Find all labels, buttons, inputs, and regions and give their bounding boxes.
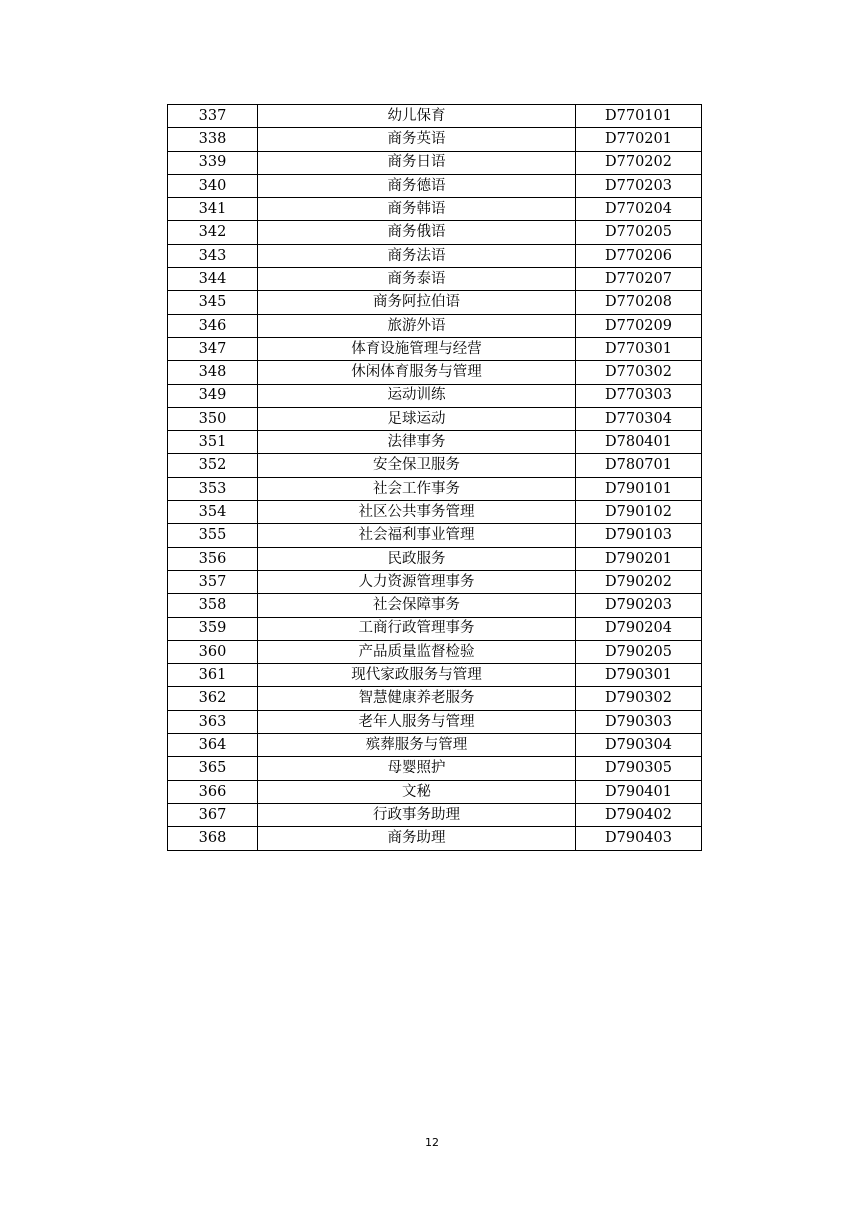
row-number-cell: 354 — [168, 501, 258, 524]
program-name-cell: 法律事务 — [258, 431, 576, 454]
row-number-cell: 344 — [168, 268, 258, 291]
table-row — [168, 710, 702, 733]
program-code-cell: D790201 — [576, 547, 702, 570]
table-row — [168, 594, 702, 617]
program-code-cell: D790103 — [576, 524, 702, 547]
table-body — [168, 105, 702, 851]
program-name-cell: 老年人服务与管理 — [258, 710, 576, 733]
program-name-cell: 殡葬服务与管理 — [258, 734, 576, 757]
table-row — [168, 734, 702, 757]
row-number-cell: 362 — [168, 687, 258, 710]
program-name-cell: 安全保卫服务 — [258, 454, 576, 477]
program-name-cell: 智慧健康养老服务 — [258, 687, 576, 710]
program-code-cell: D780401 — [576, 431, 702, 454]
row-number-cell: 345 — [168, 291, 258, 314]
program-code-cell: D790204 — [576, 617, 702, 640]
table-row — [168, 431, 702, 454]
row-number-cell: 358 — [168, 594, 258, 617]
table-row — [168, 757, 702, 780]
program-name-cell: 旅游外语 — [258, 314, 576, 337]
table-row — [168, 570, 702, 593]
row-number-cell: 338 — [168, 128, 258, 151]
row-number-cell: 352 — [168, 454, 258, 477]
program-code-cell: D790101 — [576, 477, 702, 500]
program-code-cell: D790205 — [576, 640, 702, 663]
table-row — [168, 244, 702, 267]
program-code-cell: D770301 — [576, 337, 702, 360]
program-name-cell: 休闲体育服务与管理 — [258, 361, 576, 384]
program-name-cell: 商务助理 — [258, 827, 576, 850]
row-number-cell: 351 — [168, 431, 258, 454]
program-code-cell: D770202 — [576, 151, 702, 174]
table-row — [168, 501, 702, 524]
table-row — [168, 524, 702, 547]
table-row — [168, 780, 702, 803]
program-name-cell: 商务阿拉伯语 — [258, 291, 576, 314]
table-row — [168, 291, 702, 314]
program-name-cell: 运动训练 — [258, 384, 576, 407]
program-name-cell: 社会福利事业管理 — [258, 524, 576, 547]
program-code-cell: D790102 — [576, 501, 702, 524]
table-row — [168, 384, 702, 407]
table-row — [168, 151, 702, 174]
row-number-cell: 349 — [168, 384, 258, 407]
row-number-cell: 357 — [168, 570, 258, 593]
row-number-cell: 363 — [168, 710, 258, 733]
program-code-cell: D770203 — [576, 174, 702, 197]
program-code-cell: D770208 — [576, 291, 702, 314]
program-name-cell: 文秘 — [258, 780, 576, 803]
program-code-cell: D770201 — [576, 128, 702, 151]
row-number-cell: 353 — [168, 477, 258, 500]
program-name-cell: 社会保障事务 — [258, 594, 576, 617]
program-code-cell: D790202 — [576, 570, 702, 593]
row-number-cell: 361 — [168, 664, 258, 687]
table-row — [168, 221, 702, 244]
program-name-cell: 现代家政服务与管理 — [258, 664, 576, 687]
row-number-cell: 365 — [168, 757, 258, 780]
table-row — [168, 174, 702, 197]
program-name-cell: 母婴照护 — [258, 757, 576, 780]
row-number-cell: 337 — [168, 105, 258, 128]
page-number: 12 — [425, 1136, 439, 1149]
program-code-cell: D770101 — [576, 105, 702, 128]
table-row — [168, 664, 702, 687]
program-name-cell: 社会工作事务 — [258, 477, 576, 500]
table-row — [168, 687, 702, 710]
row-number-cell: 339 — [168, 151, 258, 174]
program-name-cell: 产品质量监督检验 — [258, 640, 576, 663]
program-name-cell: 商务德语 — [258, 174, 576, 197]
program-code-cell: D770209 — [576, 314, 702, 337]
program-name-cell: 商务韩语 — [258, 198, 576, 221]
program-name-cell: 商务英语 — [258, 128, 576, 151]
program-code-cell: D790403 — [576, 827, 702, 850]
row-number-cell: 367 — [168, 803, 258, 826]
row-number-cell: 347 — [168, 337, 258, 360]
program-code-cell: D770207 — [576, 268, 702, 291]
program-name-cell: 行政事务助理 — [258, 803, 576, 826]
program-code-cell: D790203 — [576, 594, 702, 617]
program-name-cell: 社区公共事务管理 — [258, 501, 576, 524]
row-number-cell: 341 — [168, 198, 258, 221]
table-row — [168, 547, 702, 570]
program-code-cell: D790304 — [576, 734, 702, 757]
table-row — [168, 827, 702, 850]
program-code-cell: D770302 — [576, 361, 702, 384]
program-code-cell: D790401 — [576, 780, 702, 803]
table-row — [168, 128, 702, 151]
program-name-cell: 体育设施管理与经营 — [258, 337, 576, 360]
program-name-cell: 商务日语 — [258, 151, 576, 174]
table-row — [168, 803, 702, 826]
program-code-cell: D780701 — [576, 454, 702, 477]
row-number-cell: 346 — [168, 314, 258, 337]
row-number-cell: 364 — [168, 734, 258, 757]
program-name-cell: 足球运动 — [258, 407, 576, 430]
table-row — [168, 337, 702, 360]
table-row — [168, 617, 702, 640]
row-number-cell: 342 — [168, 221, 258, 244]
program-code-cell: D770204 — [576, 198, 702, 221]
program-code-cell: D790303 — [576, 710, 702, 733]
row-number-cell: 368 — [168, 827, 258, 850]
row-number-cell: 366 — [168, 780, 258, 803]
table-row — [168, 361, 702, 384]
table-row — [168, 314, 702, 337]
row-number-cell: 348 — [168, 361, 258, 384]
row-number-cell: 343 — [168, 244, 258, 267]
row-number-cell: 359 — [168, 617, 258, 640]
table-row — [168, 198, 702, 221]
program-code-cell: D770206 — [576, 244, 702, 267]
row-number-cell: 355 — [168, 524, 258, 547]
program-code-cell: D770303 — [576, 384, 702, 407]
row-number-cell: 356 — [168, 547, 258, 570]
table-row — [168, 640, 702, 663]
table-row — [168, 407, 702, 430]
row-number-cell: 340 — [168, 174, 258, 197]
program-name-cell: 商务俄语 — [258, 221, 576, 244]
program-code-cell: D790305 — [576, 757, 702, 780]
program-code-cell: D770304 — [576, 407, 702, 430]
program-name-cell: 工商行政管理事务 — [258, 617, 576, 640]
program-code-cell: D770205 — [576, 221, 702, 244]
table-row — [168, 454, 702, 477]
program-name-cell: 商务泰语 — [258, 268, 576, 291]
program-table — [167, 104, 702, 851]
table-row — [168, 105, 702, 128]
table-row — [168, 477, 702, 500]
table-row — [168, 268, 702, 291]
program-name-cell: 人力资源管理事务 — [258, 570, 576, 593]
row-number-cell: 360 — [168, 640, 258, 663]
program-name-cell: 幼儿保育 — [258, 105, 576, 128]
program-code-cell: D790402 — [576, 803, 702, 826]
row-number-cell: 350 — [168, 407, 258, 430]
program-code-cell: D790302 — [576, 687, 702, 710]
program-name-cell: 商务法语 — [258, 244, 576, 267]
program-code-cell: D790301 — [576, 664, 702, 687]
program-name-cell: 民政服务 — [258, 547, 576, 570]
